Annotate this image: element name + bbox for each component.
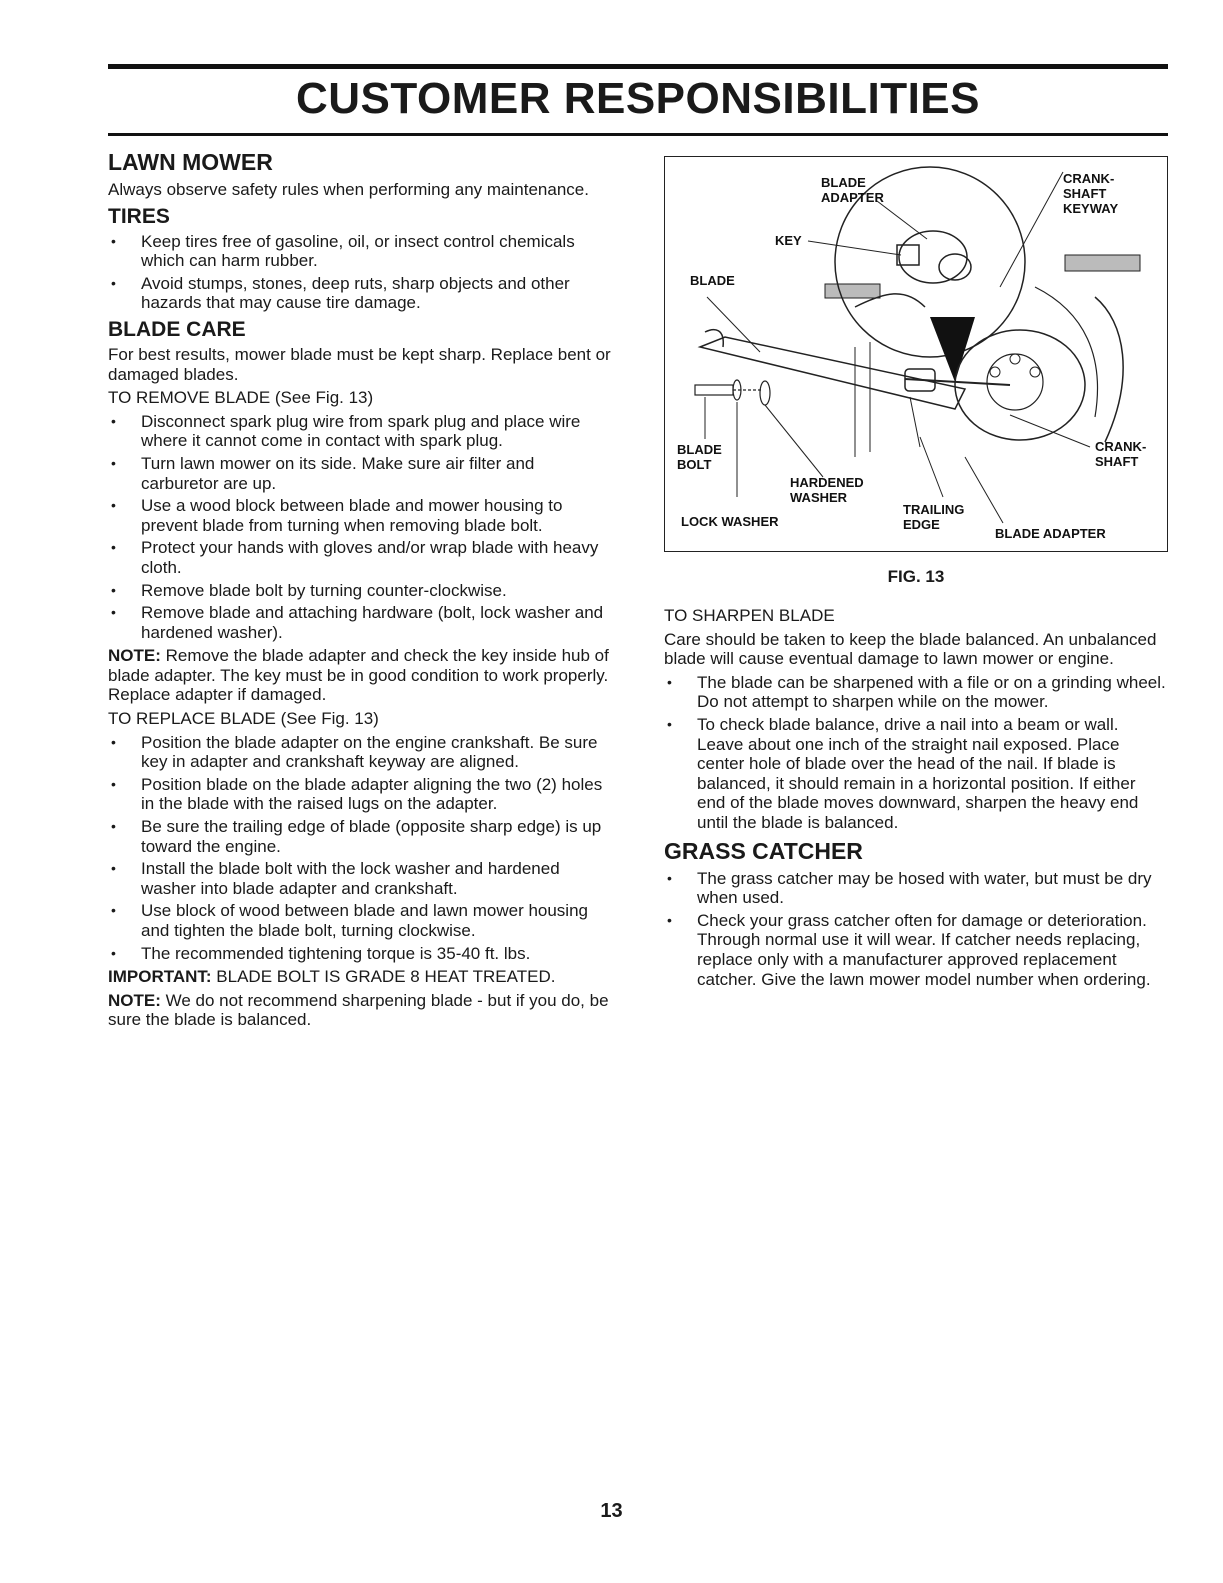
blade-care-heading: BLADE CARE — [108, 317, 246, 341]
grass-catcher-list — [664, 869, 1166, 990]
top-rule — [108, 64, 1168, 69]
label-blade-bolt: BLADE — [677, 442, 722, 457]
label-hardened-washer: HARDENED — [790, 475, 864, 490]
left-column — [108, 148, 613, 1034]
list-item: • The grass catcher may be hosed with water, but must be dry when used. — [667, 868, 1152, 908]
remove-blade-list — [108, 412, 613, 643]
label-hardened-washer-2: WASHER — [790, 490, 848, 505]
label-crankshaft-keyway: CRANK- — [1063, 171, 1115, 186]
label-crankshaft: CRANK- — [1095, 439, 1147, 454]
label-blade-bolt-2: BOLT — [677, 457, 712, 472]
label-key: KEY — [775, 233, 802, 248]
list-item: • To check blade balance, drive a nail into a beam or wall. Leave about one inch of the straight nail exposed. Place center hole of blade over the head of the nail. If blade is balanced, it should remain in a horizontal position. If either end of the blade moves downward, sharpen the heavy end until the blade is balanced. — [667, 714, 1139, 832]
page-number: 13 — [600, 1500, 623, 1522]
label-blade-adapter-top-2: ADAPTER — [821, 190, 884, 205]
tires-heading: TIRES — [108, 204, 170, 228]
title-underline — [108, 133, 1168, 136]
list-item: • Remove blade and attaching hardware (bolt, lock washer and hardened washer). — [111, 603, 604, 642]
list-item: • Protect your hands with gloves and/or wrap blade with heavy cloth. — [111, 538, 599, 577]
right-column — [664, 606, 1166, 993]
note-sharpening: NOTE: We do not recommend sharpening blade - but if you do, be sure the blade is balanced. — [108, 990, 609, 1030]
housing-vent — [1065, 255, 1140, 271]
label-blade-adapter-bottom: BLADE ADAPTER — [995, 526, 1106, 541]
list-item: • Turn lawn mower on its side. Make sure air filter and carburetor are up. — [111, 453, 535, 493]
note-adapter: NOTE: Remove the blade adapter and check the key inside hub of blade adapter. The key must be in good condition to work properly. Replace adapter if damaged. — [108, 646, 609, 705]
label-trailing-edge-2: EDGE — [903, 517, 940, 532]
list-item: • Install the blade bolt with the lock washer and hardened washer into blade adapter and crankshaft. — [111, 859, 560, 898]
sharpen-list — [664, 673, 1166, 833]
label-lock-washer: LOCK WASHER — [681, 514, 779, 529]
list-item: • Keep tires free of gasoline, oil, or insect control chemicals which can harm rubber. — [111, 231, 575, 271]
grass-catcher-heading: GRASS CATCHER — [664, 837, 863, 864]
lawn-mower-intro: Always observe safety rules when performing any maintenance. — [108, 180, 589, 199]
list-item: • The blade can be sharpened with a file or on a grinding wheel. Do not attempt to sharpen while on the mower. — [667, 672, 1166, 712]
list-item: • Use block of wood between blade and lawn mower housing and tighten the blade bolt, turning clockwise. — [111, 901, 588, 940]
wheel — [955, 330, 1085, 440]
blade-assembly-figure — [664, 156, 1168, 552]
blade-assembly-diagram — [665, 157, 1169, 553]
label-crankshaft-keyway-2: SHAFT — [1063, 186, 1107, 201]
sharpen-blade-heading: TO SHARPEN BLADE — [664, 606, 835, 625]
figure-caption: FIG. 13 — [887, 567, 945, 586]
list-item: • The recommended tightening torque is 35-40 ft. lbs. — [111, 943, 531, 963]
label-crankshaft-2: SHAFT — [1095, 454, 1139, 469]
tires-list — [108, 232, 613, 313]
lawn-mower-heading: LAWN MOWER — [108, 149, 273, 175]
blade-care-intro: For best results, mower blade must be kept sharp. Replace bent or damaged blades. — [108, 344, 611, 384]
blade-bolt — [695, 385, 733, 395]
list-item: • Position blade on the blade adapter aligning the two (2) holes in the blade with the raised lugs on the adapter. — [111, 774, 603, 814]
label-blade: BLADE — [690, 273, 735, 288]
sharpen-intro: Care should be taken to keep the blade balanced. An unbalanced blade will cause eventual damage to lawn mower or engine. — [664, 629, 1157, 669]
list-item: • Check your grass catcher often for damage or deterioration. Through normal use it will wear. If catcher needs replacing, replace only with a manufacturer approved replacement catcher. Give the lawn mower model number when ordering. — [667, 910, 1151, 989]
list-item: • Use a wood block between blade and mower housing to prevent blade from turning when removing blade bolt. — [111, 496, 563, 535]
housing-vent — [825, 284, 880, 298]
label-trailing-edge: TRAILING — [903, 502, 965, 517]
important-note: IMPORTANT: BLADE BOLT IS GRADE 8 HEAT TREATED. — [108, 967, 556, 987]
list-item: • Position the blade adapter on the engine crankshaft. Be sure key in adapter and crankshaft keyway are aligned. — [111, 732, 598, 772]
label-blade-adapter-top: BLADE — [821, 175, 866, 190]
list-item: • Avoid stumps, stones, deep ruts, sharp objects and other hazards that may cause tire damage. — [111, 273, 570, 313]
list-item: • Remove blade bolt by turning counter-clockwise. — [111, 580, 507, 600]
list-item: • Be sure the trailing edge of blade (opposite sharp edge) is up toward the engine. — [111, 817, 602, 856]
replace-blade-list — [108, 733, 613, 964]
remove-blade-heading: TO REMOVE BLADE (See Fig. 13) — [108, 388, 374, 408]
replace-blade-heading: TO REPLACE BLADE (See Fig. 13) — [108, 709, 379, 729]
label-crankshaft-keyway-3: KEYWAY — [1063, 201, 1119, 216]
list-item: • Disconnect spark plug wire from spark plug and place wire where it cannot come in contact with spark plug. — [111, 411, 581, 451]
page-title: CUSTOMER RESPONSIBILITIES — [296, 74, 980, 123]
